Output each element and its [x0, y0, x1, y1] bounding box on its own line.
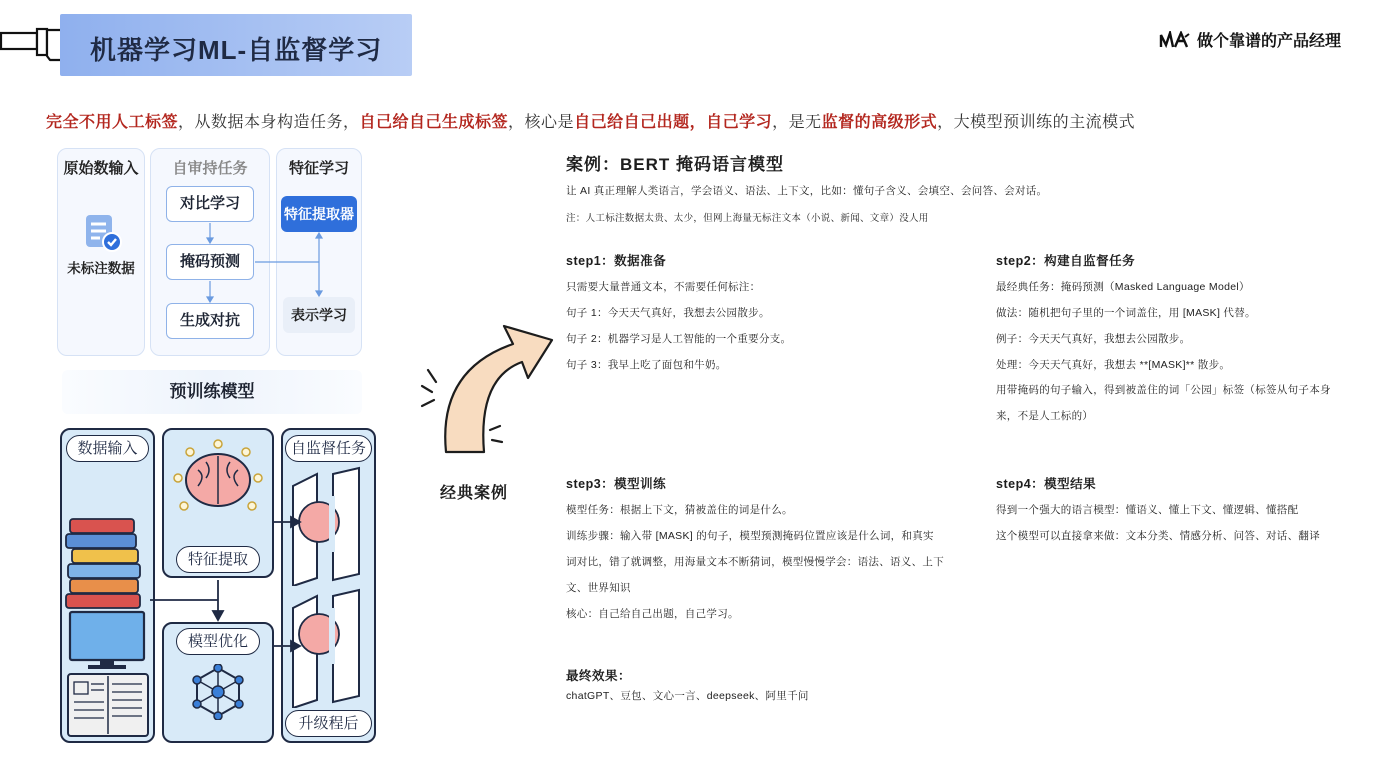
step1-title: step1：数据准备 — [566, 254, 667, 268]
feature-extract-label: 特征提取 — [176, 546, 260, 573]
step1-line: 句子 1：今天天气真好，我想去公园散步。 — [566, 307, 770, 319]
brand — [1159, 28, 1341, 51]
step1-line: 句子 2：机器学习是人工智能的一个重要分支。 — [566, 333, 792, 345]
intro-part: ，大模型预训练的主流模式 — [937, 114, 1136, 131]
intro-part: ，从数据本身构造任务， — [178, 114, 360, 131]
page-title: 机器学习ML-自监督学习 — [90, 35, 383, 65]
step4-line: 这个模型可以直接拿来做：文本分类、情感分析、问答、对话、翻译 — [996, 530, 1320, 542]
raw-input-title: 原始数输入 — [63, 160, 139, 177]
step4-title: step4：模型结果 — [996, 477, 1097, 491]
step3-line: 模型任务：根据上下文，猜被盖住的词是什么。 — [566, 504, 793, 516]
feature-learning-title: 特征学习 — [288, 160, 349, 177]
step3-line: 词对比，错了就调整，用海量文本不断猜词，模型慢慢学会：语法、语义、上下 — [566, 556, 944, 568]
step2-line: 用带掩码的句子输入，得到被盖住的词「公园」标签（标签从句子本身 — [996, 384, 1331, 396]
step4-line: 得到一个强大的语言模型：懂语义、懂上下文、懂逻辑、懂搭配 — [996, 504, 1299, 516]
intro-part: 监督的高级形式 — [821, 114, 938, 131]
step2-line: 处理：今天天气真好，我想去 **[MASK]** 散步。 — [996, 359, 1231, 371]
model-optimize-label: 模型优化 — [176, 628, 260, 655]
generative-adversarial-box: 生成对抗 — [166, 303, 254, 339]
case-note: 注：人工标注数据太贵、太少，但网上海量无标注文本（小说、新闻、文章）没人用 — [566, 213, 929, 224]
unlabeled-data-label: 未标注数据 — [67, 261, 135, 276]
masked-prediction-box: 掩码预测 — [166, 244, 254, 280]
step2-line: 做法：随机把句子里的一个词盖住，用 [MASK] 代替。 — [996, 307, 1256, 319]
step2-line: 例子：今天天气真好，我想去公园散步。 — [996, 333, 1191, 345]
upgrade-label: 升级程后 — [285, 710, 372, 737]
classic-case-label: 经典案例 — [440, 485, 509, 502]
self-task-title: 自审持任务 — [172, 160, 248, 177]
brand-logo-icon — [1159, 31, 1191, 49]
representation-learning-box: 表示学习 — [283, 297, 355, 333]
self-supervised-label: 自监督任务 — [285, 435, 372, 462]
intro-part: ，核心是 — [508, 114, 575, 131]
final-text: chatGPT、豆包、文心一言、deepseek、阿里千问 — [566, 690, 809, 702]
step3-line: 核心：自己给自己出题，自己学习。 — [566, 608, 739, 620]
data-input-label: 数据输入 — [66, 435, 149, 462]
case-description: 让 AI 真正理解人类语言，学会语义、语法、上下文，比如：懂句子含义、会填空、会问答、会对话。 — [566, 185, 1048, 197]
intro-part: 自己给自己出题，自己学习 — [574, 114, 773, 131]
case-title: 案例：BERT 掩码语言模型 — [566, 155, 784, 174]
intro-part: ，是无 — [772, 114, 822, 131]
pretrain-model-title: 预训练模型 — [62, 370, 362, 414]
intro-part: 完全不用人工标签 — [46, 114, 179, 131]
final-title: 最终效果： — [566, 669, 632, 683]
feature-extractor-box: 特征提取器 — [281, 196, 357, 232]
curved-arrow-icon — [418, 300, 558, 460]
step2-line: 最经典任务：掩码预测（Masked Language Model） — [996, 281, 1250, 293]
intro-part: 自己给自己生成标签 — [359, 114, 509, 131]
step3-line: 训练步骤：输入带 [MASK] 的句子，模型预测掩码位置应该是什么词，和真实 — [566, 530, 934, 542]
contrastive-learning-box: 对比学习 — [166, 186, 254, 222]
step3-line: 文、世界知识 — [566, 582, 631, 594]
bottom-diagram-arrows — [0, 0, 383, 777]
step2-title: step2：构建自监督任务 — [996, 254, 1136, 268]
step3-title: step3：模型训练 — [566, 477, 667, 491]
step1-line: 只需要大量普通文本，不需要任何标注： — [566, 281, 761, 293]
brand-name: 做个靠谱的产品经理 — [1196, 33, 1341, 50]
step2-line: 来，不是人工标的） — [996, 410, 1094, 422]
step1-line: 句子 3：我早上吃了面包和牛奶。 — [566, 359, 727, 371]
